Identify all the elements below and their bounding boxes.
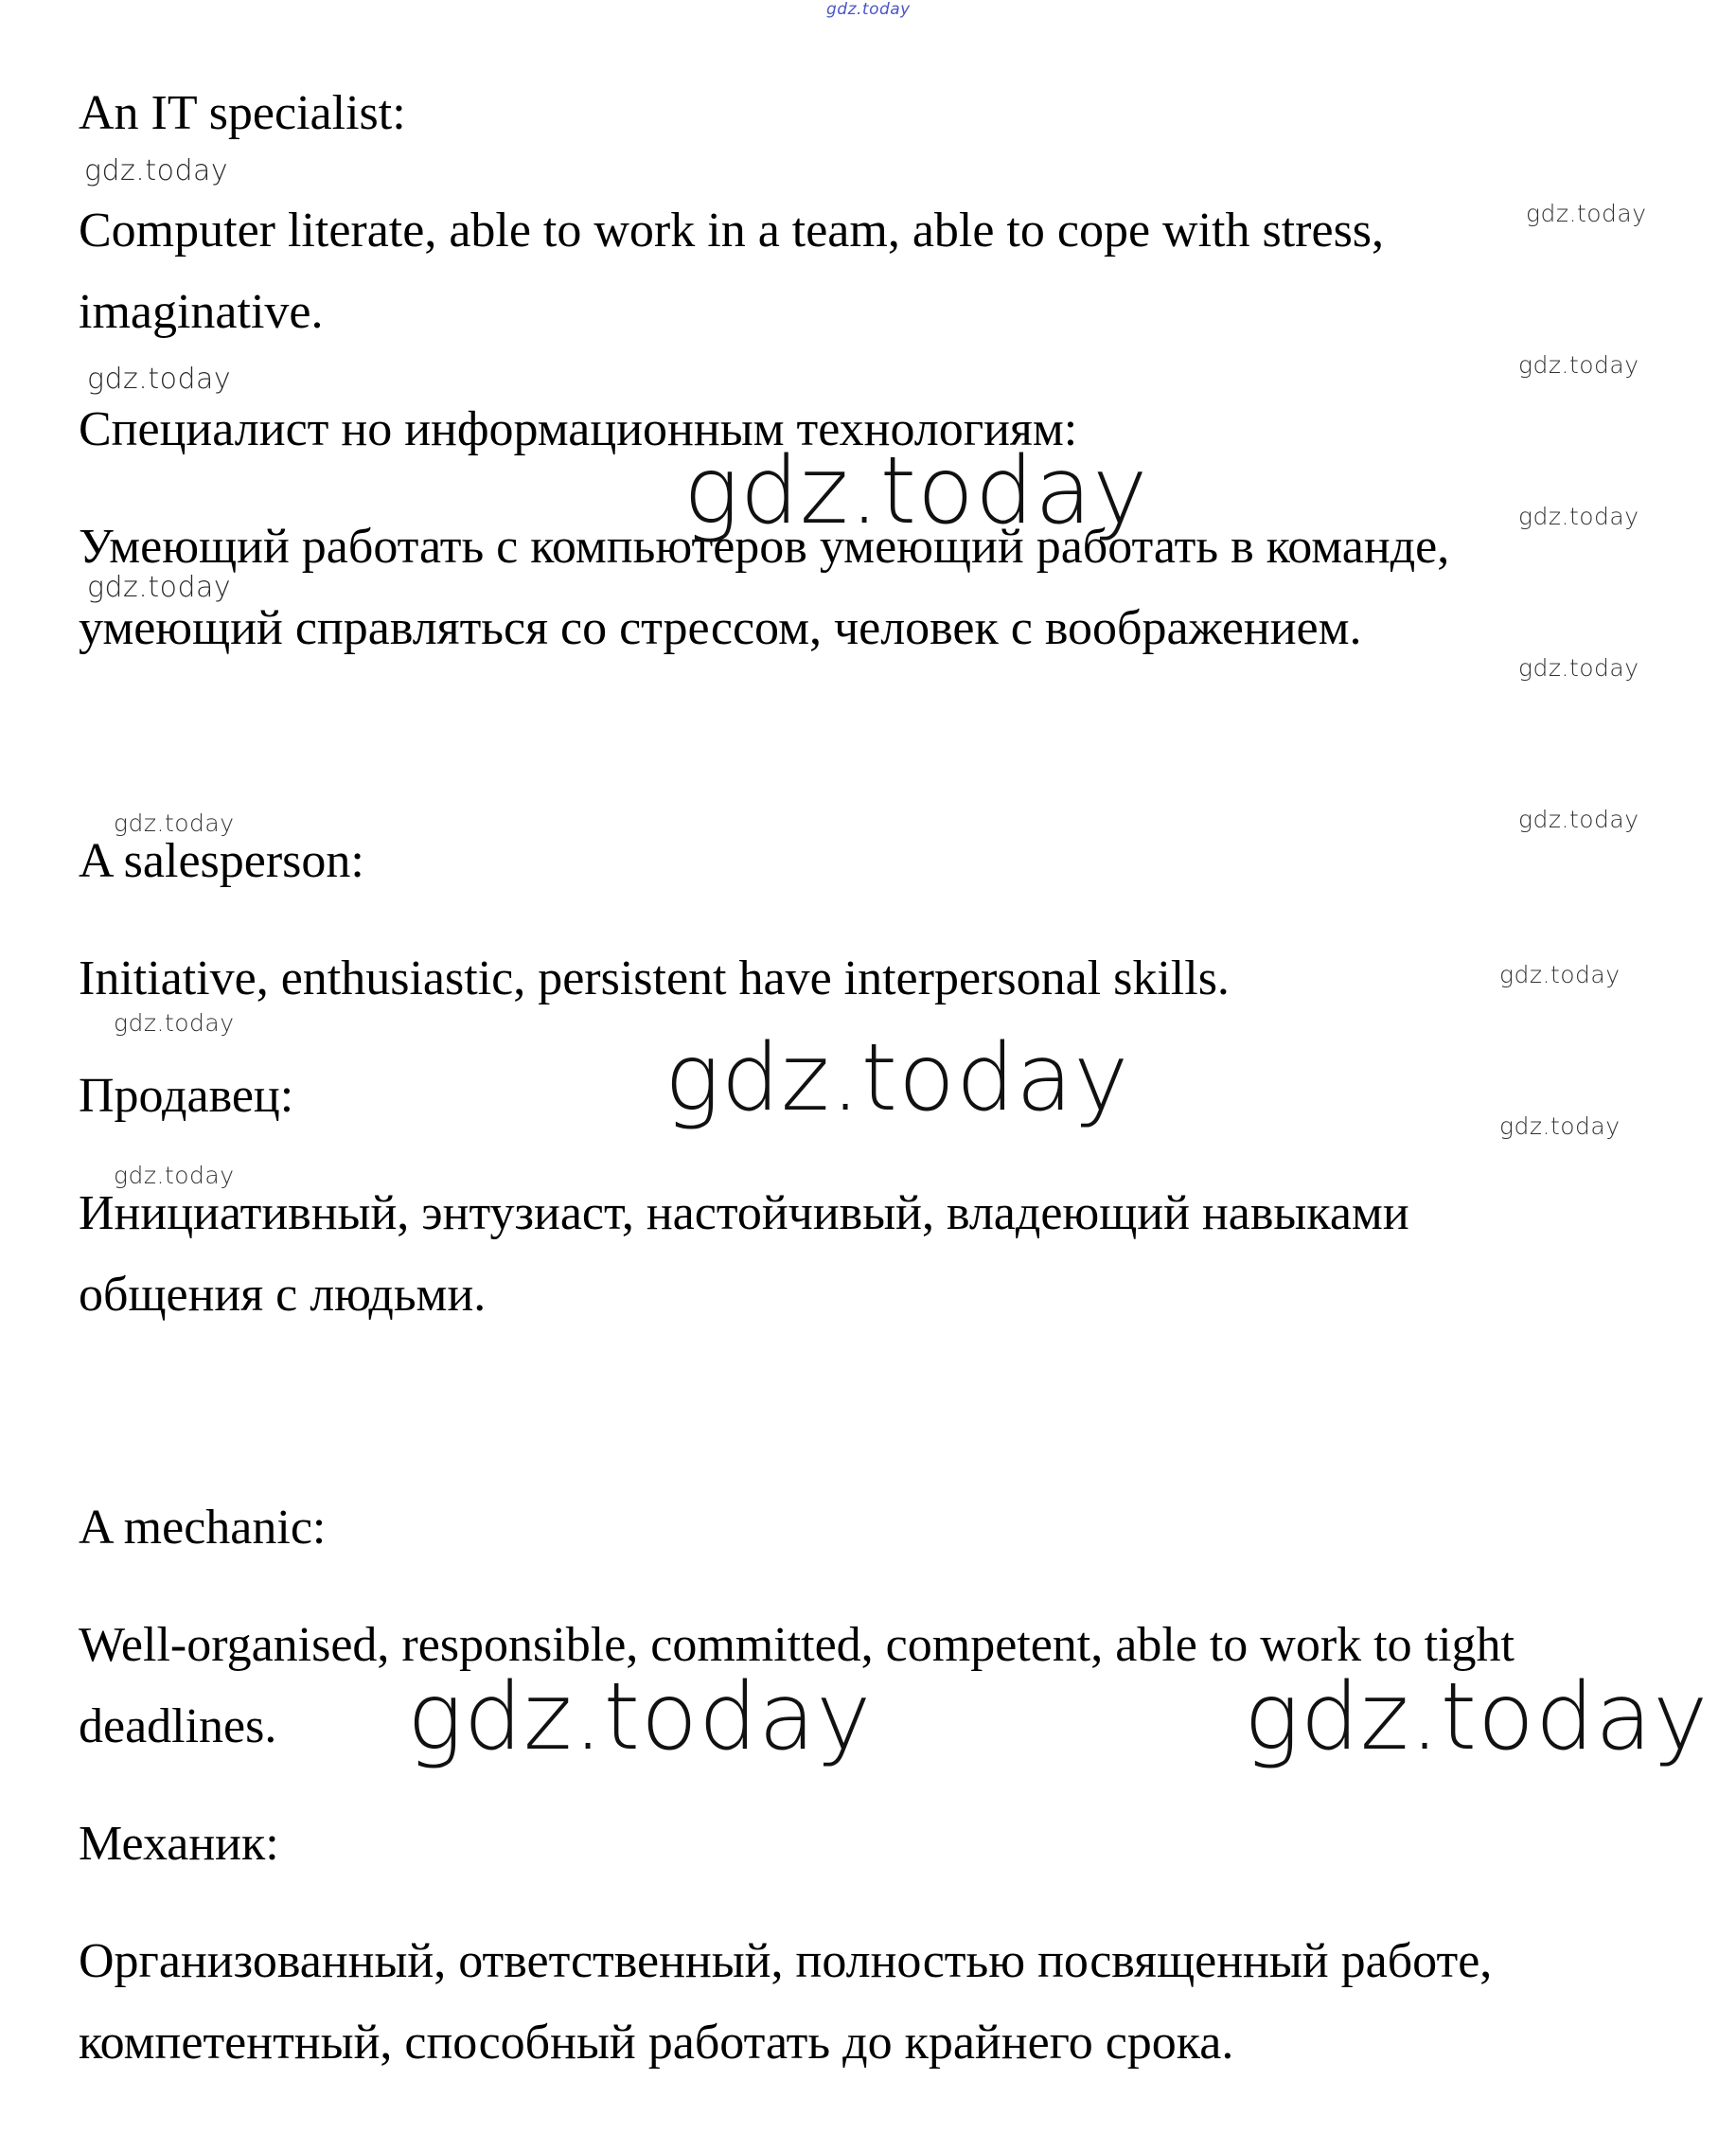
sales-heading-en: A salesperson: (79, 834, 364, 888)
watermark: gdz.today (1499, 1112, 1621, 1140)
sales-heading-ru: Продавец: (79, 1069, 294, 1123)
watermark-large: gdz.today (683, 437, 1149, 545)
watermark: gdz.today (1526, 200, 1647, 227)
watermark: gdz.today (1518, 654, 1639, 682)
watermark-large: gdz.today (1244, 1663, 1709, 1771)
mechanic-qualities-ru-line-1: Организованный, ответственный, полностью посвященный работе, (79, 1934, 1493, 1988)
watermark: gdz.today (114, 1009, 235, 1037)
it-qualities-en-line-2: imaginative. (79, 285, 324, 339)
watermark: gdz.today (84, 154, 229, 187)
watermark: gdz.today (1518, 806, 1639, 833)
sales-qualities-ru-line-1: Инициативный, энтузиаст, настойчивый, владеющий навыками (79, 1186, 1409, 1240)
sales-qualities-ru-line-2: общения с людьми. (79, 1268, 487, 1322)
watermark: gdz.today (114, 1162, 235, 1189)
mechanic-qualities-ru-line-2: компетентный, способный работать до крайнего срока. (79, 2016, 1234, 2070)
it-heading-en: An IT specialist: (79, 86, 406, 140)
it-heading-ru: Специалист но информационным технологиям: (79, 402, 1078, 456)
it-qualities-en-line-1: Computer literate, able to work in a team, able to cope with stress, (79, 204, 1385, 258)
watermark: gdz.today (87, 571, 232, 604)
watermark: gdz.today (1518, 351, 1639, 379)
it-qualities-ru-line-2: умеющий справляться со стрессом, человек с воображением. (79, 601, 1362, 655)
watermark: gdz.today (114, 809, 235, 837)
watermark-large: gdz.today (664, 1024, 1130, 1132)
mechanic-qualities-en-line-2: deadlines. (79, 1699, 277, 1753)
mechanic-heading-en: A mechanic: (79, 1501, 327, 1555)
site-mark-top: gdz.today (826, 0, 911, 19)
sales-qualities-en-line-1: Initiative, enthusiastic, persistent have interpersonal skills. (79, 951, 1230, 1005)
watermark: gdz.today (1518, 503, 1639, 530)
watermark-large: gdz.today (407, 1663, 873, 1771)
mechanic-heading-ru: Механик: (79, 1817, 279, 1871)
watermark: gdz.today (87, 363, 232, 396)
mechanic-qualities-en-line-1: Well-organised, responsible, committed, competent, able to work to tight (79, 1618, 1515, 1672)
it-qualities-ru-line-1: Умеющий работать с компьютеров умеющий работать в команде, (79, 520, 1450, 574)
watermark: gdz.today (1499, 961, 1621, 988)
